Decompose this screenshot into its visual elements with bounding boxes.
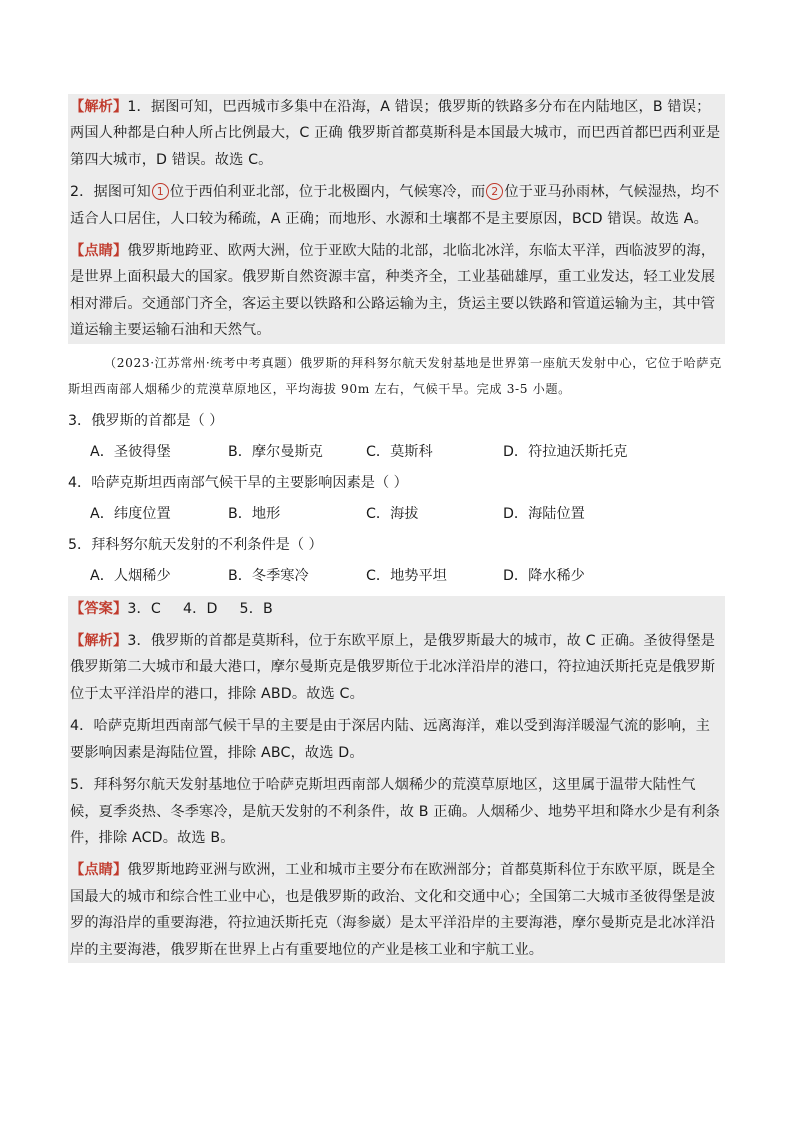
explanation-paragraph-3: 【解析】3．俄罗斯的首都是莫斯科，位于东欧平原上，是俄罗斯最大的城市，故 C 正确。圣彼得堡是俄罗斯第二大城市和最大港口，摩尔曼斯克是俄罗斯位于北冰洋沿岸的港口，符拉迪沃斯托克是俄罗斯位于太平洋沿岸的港口，排除 ABD。故选 C。 — [70, 633, 716, 702]
explanation-tag: 【解析】 — [70, 633, 128, 650]
key-point-tag: 【点睛】 — [70, 862, 128, 879]
option-b: B．冬季寒冷 — [228, 567, 309, 584]
question-3 — [68, 406, 725, 468]
circled-number-1: 1 — [152, 183, 169, 200]
answer-line — [70, 596, 723, 622]
key-point-tag: 【点睛】 — [70, 243, 128, 260]
key-point-paragraph-2: 【点睛】俄罗斯地跨亚洲与欧洲，工业和城市主要分布在欧洲部分；首都莫斯科位于东欧平原，既是全国最大的城市和综合性工业中心，也是俄罗斯的政治、文化和交通中心；全国第二大城市圣彼得堡是波罗的海沿岸的重要海港，符拉迪沃斯托克（海参崴）是太平洋沿岸的主要海港，摩尔曼斯克是北冰洋沿岸的主要海港，俄罗斯在世界上占有重要地位的产业是核工业和宇航工业。 — [70, 862, 716, 958]
option-d: D．降水稀少 — [503, 567, 585, 584]
option-d: D．海陆位置 — [503, 505, 585, 522]
option-c: C．地势平坦 — [366, 567, 447, 584]
question-stem: 3．俄罗斯的首都是（ ） — [68, 412, 224, 429]
explanation-paragraph-4: 4．哈萨克斯坦西南部气候干旱的主要是由于深居内陆、远离海洋，难以受到海洋暖湿气流的影响，主要影响因素是海陆位置，排除 ABC，故选 D。 — [70, 718, 711, 761]
option-b: B．摩尔曼斯克 — [228, 443, 323, 460]
option-d: D．符拉迪沃斯托克 — [503, 443, 628, 460]
explanation-block-1 — [68, 94, 725, 344]
answer-explanation-block — [68, 596, 725, 963]
option-a: A．纬度位置 — [90, 505, 171, 522]
option-b: B．地形 — [228, 505, 281, 522]
document-page — [68, 94, 725, 963]
explanation-paragraph-2: 2．据图可知 1 位于西伯利亚北部，位于北极圈内，气候寒冷，而 2 位于亚马孙雨林，气候湿热，均不适合人口居住，人口较为稀疏，A 正确；而地形、水源和土壤都不是主要原因，BCD 错误。故选 A。 — [70, 184, 720, 227]
option-a: A．圣彼得堡 — [90, 443, 171, 460]
question-options — [68, 499, 725, 530]
key-point-paragraph-1: 【点睛】俄罗斯地跨亚、欧两大洲，位于亚欧大陆的北部，北临北冰洋，东临太平洋，西临波罗的海，是世界上面积最大的国家。俄罗斯自然资源丰富，种类齐全，工业基础雄厚，重工业发达，轻工业发展相对滞后。交通部门齐全，客运主要以铁路和公路运输为主，货运主要以铁路和管道运输为主，其中管道运输主要运输石油和天然气。 — [70, 243, 716, 339]
option-a: A．人烟稀少 — [90, 567, 171, 584]
question-stem: 5．拜科努尔航天发射的不利条件是（ ） — [68, 536, 323, 553]
question-options — [68, 437, 725, 468]
explanation-paragraph-1: 【解析】1．据图可知，巴西城市多集中在沿海，A 错误；俄罗斯的铁路多分布在内陆地区，B 错误；两国人种都是白种人所占比例最大，C 正确 俄罗斯首都莫斯科是本国最大城市，而巴西首都巴西利亚是第四大城市，D 错误。故选 C。 — [70, 99, 721, 168]
answer-tag: 【答案】 — [70, 600, 128, 617]
circled-number-2: 2 — [486, 183, 503, 200]
question-options — [68, 561, 725, 592]
question-4 — [68, 468, 725, 530]
option-c: C．海拔 — [366, 505, 419, 522]
answer-3: 3．C — [127, 600, 161, 617]
answer-4: 4．D — [182, 600, 218, 617]
explanation-tag: 【解析】 — [70, 99, 128, 115]
question-5 — [68, 530, 725, 592]
question-stem: 4．哈萨克斯坦西南部气候干旱的主要影响因素是（ ） — [68, 474, 408, 491]
explanation-paragraph-5: 5．拜科努尔航天发射基地位于哈萨克斯坦西南部人烟稀少的荒漠草原地区，这里属于温带大陆性气候，夏季炎热、冬季寒冷，是航天发射的不利条件，故 B 正确。人烟稀少、地势平坦和降水少是有利条件，排除 ACD。故选 B。 — [70, 777, 721, 846]
answer-5: 5．B — [239, 600, 273, 617]
question-intro: （2023·江苏常州·统考中考真题）俄罗斯的拜科努尔航天发射基地是世界第一座航天发射中心，它位于哈萨克斯坦西南部人烟稀少的荒漠草原地区，平均海拔 90m 左右，气候干旱。完成 3-5 小题。 — [68, 355, 722, 396]
option-c: C．莫斯科 — [366, 443, 433, 460]
